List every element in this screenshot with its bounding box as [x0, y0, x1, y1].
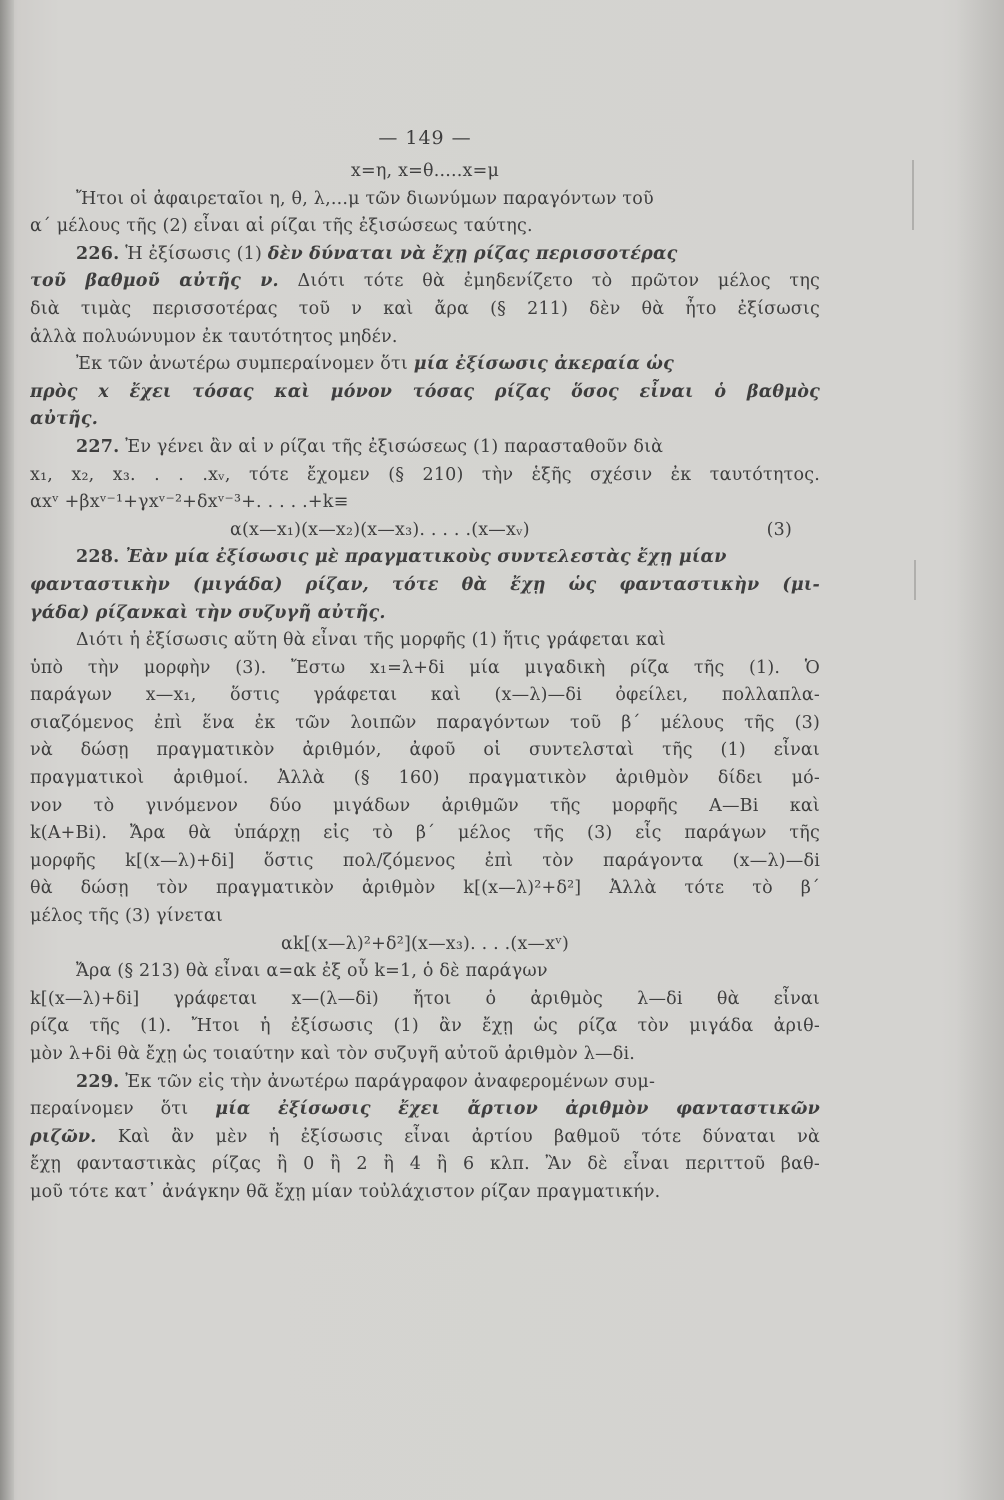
text-span: ἀλλὰ πολυώνυμον ἐκ ταυτότητος μηδέν.	[30, 326, 398, 347]
emphasis-text: αὐτῆς.	[30, 409, 99, 430]
emphasis-text: γάδα) ρίζανκαὶ τὴν συζυγῆ αὐτῆς.	[30, 602, 386, 623]
emphasis-text: πρὸς x ἔχει τόσας καὶ μόνον τόσας ρίζας ὅσος εἶναι ὁ βαθμὸς	[30, 381, 820, 402]
binding-shadow	[0, 0, 14, 1500]
text-line	[30, 986, 820, 1014]
text-line	[30, 1069, 820, 1097]
text-line	[30, 1124, 820, 1152]
equation-number: (3)	[766, 519, 792, 540]
text-span: νὰ δώσῃ πραγματικὸν ἀριθμόν, ἀφοῦ οἱ συντελσταὶ τῆς (1) εἶναι	[30, 740, 820, 761]
bleed-mark	[912, 160, 914, 230]
text-span: Ἄρα (§ 213) θὰ εἶναι α=αk ἐξ οὗ k=1, ὁ δὲ παράγων	[76, 961, 548, 982]
text-span: μὸν λ+δi θὰ ἔχῃ ὡς τοιαύτην καὶ τὸν συζυγῆ αὐτοῦ ἀριθμὸν λ—δi.	[30, 1044, 636, 1064]
emphasis-text: μία ἐξίσωσις ἀκεραία ὡς	[413, 354, 674, 375]
equation-line: x=η, x=θ.....x=μ	[350, 161, 500, 181]
text-span: διὰ τιμὰς περισσοτέρας τοῦ ν καὶ ἄρα (§ 211) δὲν θὰ ἦτο ἐξίσωσις	[30, 298, 820, 319]
text-line	[30, 1013, 820, 1041]
text-span: Ἐκ τῶν εἰς τὴν ἀνωτέρω παράγραφον ἀναφερομένων συμ-	[119, 1071, 656, 1092]
text-span: μέλος τῆς (3) γίνεται	[30, 906, 223, 927]
text-span: θὰ δώσῃ τὸν πραγματικὸν ἀριθμὸν k[(x—λ)²+δ²] Ἀλλὰ τότε τὸ β΄	[30, 878, 820, 899]
text-line	[30, 544, 820, 572]
text-line	[30, 793, 820, 821]
emphasis-text: δὲν δύναται νὰ ἔχῃ ρίζας περισσοτέρας	[267, 243, 678, 264]
text-line	[30, 682, 820, 710]
text-span: περαίνομεν ὅτι	[30, 1099, 216, 1120]
text-line	[30, 572, 820, 600]
text-span: μοῦ τότε κατ᾽ ἀνάγκην θᾶ ἔχῃ μίαν τοὐλάχιστον ρίζαν πραγματικήν.	[30, 1181, 661, 1202]
text-span: μορφῆς k[(x—λ)+δi] ὅστις πολ/ζόμενος ἐπὶ τὸν παράγοντα (x—λ)—δi	[30, 850, 820, 871]
text-line	[30, 462, 820, 490]
emphasis-text: φανταστικὴν (μιγάδα) ρίζαν, τότε θὰ ἔχῃ ὡς φανταστικὴν (μι-	[30, 574, 820, 595]
text-span: k(Α+Βi). Ἄρα θὰ ὑπάρχῃ εἰς τὸ β΄ μέλος τῆς (3) εἷς παράγων τῆς	[30, 823, 820, 844]
text-span: Καὶ ἂν μὲν ἡ ἐξίσωσις εἶναι ἀρτίου βαθμοῦ τότε δύναται νὰ	[96, 1126, 820, 1147]
text-span: Διότι τότε θὰ ἐμηδενίζετο τὸ πρῶτον μέλος της	[278, 271, 820, 292]
text-span: Διότι ἡ ἐξίσωσις αὕτη θὰ εἶναι τῆς μορφῆς (1) ἥτις γράφεται καὶ	[76, 630, 666, 651]
equation-line: αk[(x—λ)²+δ²](x—x₃). . . .(x—xᵛ)	[280, 933, 570, 954]
text-line	[30, 351, 820, 379]
text-line	[30, 1179, 820, 1207]
text-line	[30, 296, 820, 324]
text-span: σιαζόμενος ἐπὶ ἕνα ἐκ τῶν λοιπῶν παραγόντων τοῦ β΄ μέλους τῆς (3)	[30, 712, 820, 733]
text-line	[30, 710, 820, 738]
body-text	[30, 158, 820, 1207]
emphasis-text: μία ἐξίσωσις ἔχει ἄρτιον ἀριθμὸν φανταστικῶν	[215, 1099, 820, 1120]
section-number: 227.	[76, 436, 120, 457]
text-span: παράγων x—x₁, ὅστις γράφεται καὶ (x—λ)—δi ὀφείλει, πολλαπλα-	[30, 685, 820, 706]
bleed-mark	[914, 560, 916, 600]
text-span: πραγματικοὶ ἀριθμοί. Ἀλλὰ (§ 160) πραγματικὸν ἀριθμὸν δίδει μό-	[30, 768, 820, 789]
text-line	[30, 1096, 820, 1124]
equation-line	[30, 517, 820, 545]
emphasis-text: Ἐὰν μία ἐξίσωσις μὲ πραγματικοὺς συντελεστὰς ἔχῃ μίαν	[119, 547, 727, 568]
text-line	[30, 655, 820, 683]
text-line	[30, 848, 820, 876]
text-span: k[(x—λ)+δi] γράφεται x—(λ—δi) ἤτοι ὁ ἀριθμὸς λ—δi θὰ εἶναι	[30, 988, 820, 1009]
text-line	[30, 186, 820, 214]
text-line	[30, 241, 820, 269]
text-span: νον τὸ γινόμενον δύο μιγάδων ἀριθμῶν τῆς μορφῆς Α—Βi καὶ	[30, 795, 820, 816]
text-span: x₁, x₂, x₃. . . .xᵥ, τότε ἔχομεν (§ 210) τὴν ἑξῆς σχέσιν ἐκ ταυτότητος.	[30, 464, 820, 485]
text-span: α΄ μέλους τῆς (2) εἶναι αἱ ρίζαι τῆς ἐξισώσεως ταύτης.	[30, 216, 533, 237]
text-span: ὑπὸ τὴν μορφὴν (3). Ἔστω x₁=λ+δi μία μιγαδικὴ ρίζα τῆς (1). Ὁ	[30, 657, 820, 678]
text-line	[30, 324, 820, 352]
text-line	[30, 268, 820, 296]
text-line	[30, 875, 820, 903]
text-line	[30, 627, 820, 655]
text-line	[30, 1151, 820, 1179]
text-line	[30, 737, 820, 765]
text-line	[30, 765, 820, 793]
text-span: αxᵛ +βxᵛ⁻¹+γxᵛ⁻²+δxᵛ⁻³+. . . . .+k≡	[30, 492, 349, 513]
emphasis-text: τοῦ βαθμοῦ αὐτῆς ν.	[30, 271, 279, 292]
text-span: Ἐν γένει ἂν αἱ ν ρίζαι τῆς ἐξισώσεως (1) παρασταθοῦν διὰ	[119, 436, 664, 457]
text-line	[30, 903, 820, 931]
text-line	[30, 434, 820, 462]
text-line	[30, 489, 820, 517]
text-line	[30, 213, 820, 241]
text-line	[30, 820, 820, 848]
section-number: 229.	[76, 1071, 120, 1092]
equation-text: α(x—x₁)(x—x₂)(x—x₃). . . . .(x—xᵥ)	[230, 519, 530, 540]
text-line	[30, 958, 820, 986]
section-number: 228.	[76, 547, 120, 568]
page-edge	[956, 0, 1004, 1500]
text-line	[30, 600, 820, 628]
page-number: — 149 —	[378, 127, 472, 149]
text-span: ἔχῃ φανταστικὰς ρίζας ἢ 0 ἢ 2 ἢ 4 ἢ 6 κλπ. Ἂν δὲ εἶναι περιττοῦ βαθ-	[30, 1154, 820, 1175]
text-line	[30, 406, 820, 434]
text-span: ρίζα τῆς (1). Ἤτοι ἡ ἐξίσωσις (1) ἂν ἔχῃ ὡς ρίζα τὸν μιγάδα ἀριθ-	[30, 1016, 820, 1037]
text-line	[30, 379, 820, 407]
emphasis-text: ριζῶν.	[30, 1126, 97, 1147]
text-block	[30, 118, 820, 1207]
text-span: Ἤτοι οἱ ἀφαιρεταῖοι η, θ, λ,...μ τῶν διωνύμων παραγόντων τοῦ	[76, 188, 654, 209]
section-number: 226.	[76, 243, 120, 264]
text-span: Ἐκ τῶν ἀνωτέρω συμπεραίνομεν ὅτι	[76, 354, 414, 375]
text-span: Ἡ ἐξίσωσις (1)	[119, 243, 268, 264]
text-line	[30, 1041, 820, 1069]
